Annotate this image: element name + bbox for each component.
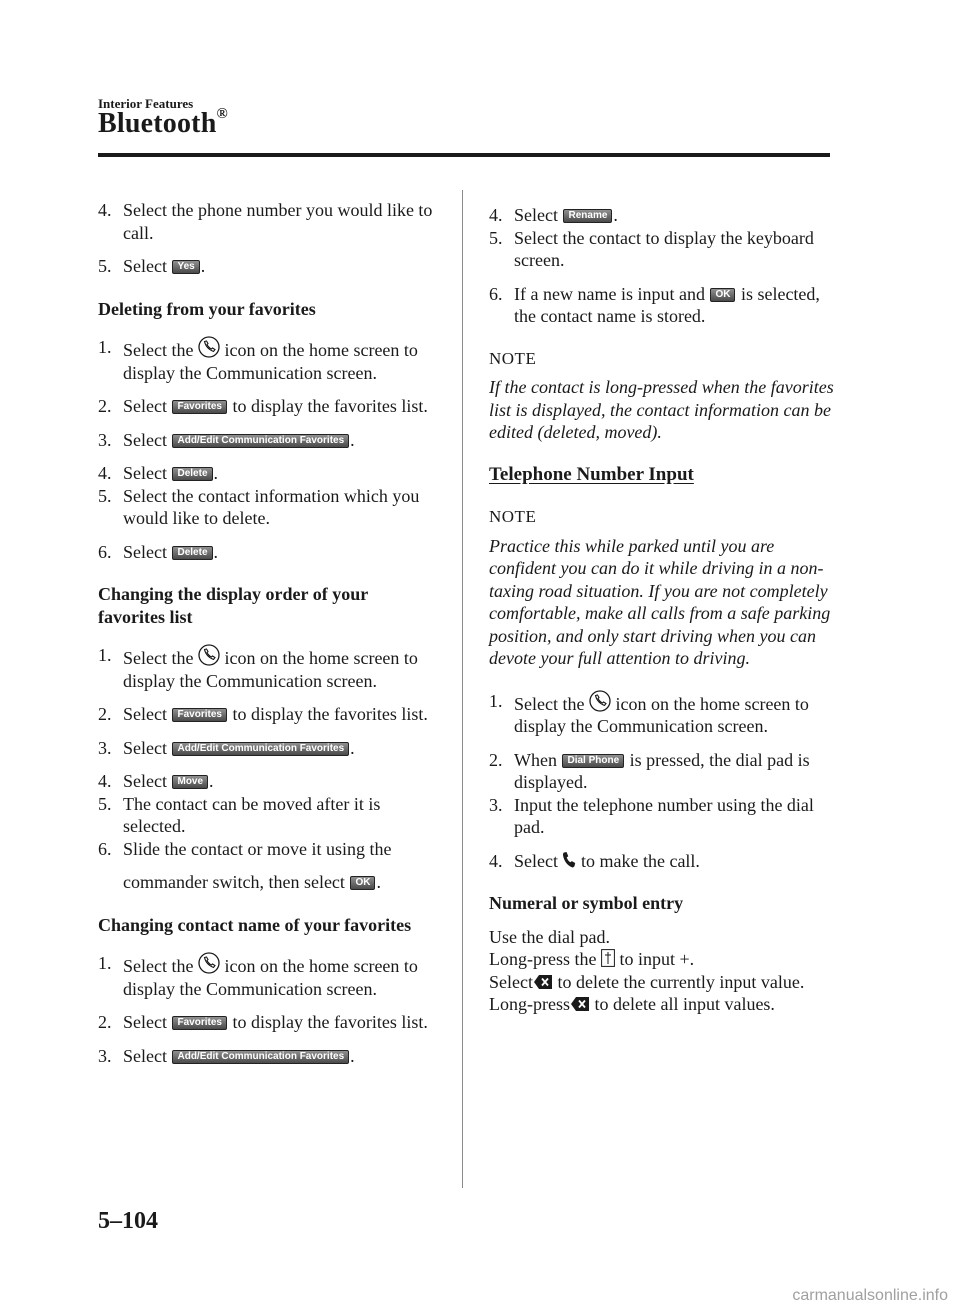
step-text: to delete the currently input value. [557, 971, 805, 992]
step-number: 2. [98, 1012, 112, 1032]
step-number: 2. [98, 396, 112, 416]
step-number: 3. [98, 1045, 112, 1066]
step-text: Long-press [489, 994, 570, 1014]
step-text: Select [489, 971, 533, 992]
contact-name-heading: Changing contact name of your favorites [98, 914, 412, 935]
right-column [489, 204, 834, 1016]
step-text: Select the [514, 693, 585, 714]
page-number: 5–104 [98, 1208, 158, 1234]
numeral-entry-heading: Numeral or symbol entry [489, 893, 684, 913]
tel-step-4 [489, 850, 834, 873]
order-step-1 [98, 644, 433, 692]
note-label: NOTE [489, 348, 537, 368]
backspace-icon [570, 996, 590, 1012]
step-text: Select the contact to display the keyboard screen. [514, 227, 814, 270]
delete-step-5 [98, 485, 433, 530]
step-number: 4. [489, 205, 503, 225]
step-text: Long-press the [489, 949, 597, 969]
step-text: is pressed, the dial pad is displayed. [514, 749, 810, 792]
step-text: Select [123, 256, 167, 276]
delete-step-3 [98, 429, 433, 452]
step-text: Slide the contact or move it using the [123, 838, 392, 859]
step-text: Select the phone number you would like to call. [123, 200, 433, 243]
numeral-line [489, 971, 834, 994]
move-button: Move [172, 775, 208, 789]
step-text: icon on the home screen to display the Communication screen. [514, 693, 809, 736]
step-text: icon on the home screen to display the Communication screen. [123, 340, 418, 383]
step-text: to input +. [619, 949, 695, 969]
note-text: If the contact is long-pressed when the favorites list is displayed, the contact information can be edited (deleted, moved). [489, 377, 834, 442]
add-edit-favorites-button: Add/Edit Communication Favorites [172, 1050, 349, 1064]
step-select-number [98, 199, 433, 244]
step-number: 3. [98, 429, 112, 450]
step-number: 1. [98, 337, 112, 357]
step-number: 5. [98, 485, 112, 506]
delete-button: Delete [172, 467, 212, 481]
numeral-line [489, 948, 834, 971]
step-text: is selected, the contact name is stored. [514, 283, 820, 326]
telephone-input-heading: Telephone Number Input [489, 463, 694, 485]
delete-step-4 [98, 462, 433, 485]
order-step-4 [98, 770, 433, 793]
step-text: Select [123, 1012, 167, 1032]
left-column [98, 199, 433, 1067]
step-number: 2. [98, 704, 112, 724]
dial-phone-button: Dial Phone [562, 754, 624, 768]
step-text: Select [123, 704, 167, 724]
step-number: 2. [489, 749, 503, 770]
delete-step-1 [98, 336, 433, 384]
rename-step-6 [489, 283, 834, 328]
step-text: Select the [123, 648, 194, 668]
step-text: . [350, 1045, 355, 1066]
title-rule [98, 153, 830, 157]
step-number: 1. [98, 953, 112, 973]
step-number: 4. [489, 850, 503, 871]
favorites-button: Favorites [172, 1016, 226, 1030]
step-text: to display the favorites list. [232, 396, 428, 416]
step-text: Select [123, 771, 167, 791]
order-step-6 [98, 838, 433, 894]
zero-plus-key-icon [601, 949, 615, 967]
step-number: 4. [98, 771, 112, 791]
step-number: 1. [489, 690, 503, 711]
communication-icon [589, 690, 611, 712]
numeral-line: Use the dial pad. [489, 926, 610, 947]
step-text: Select [123, 396, 167, 416]
step-text: Select [514, 205, 558, 225]
step-text: . [213, 541, 218, 562]
step-number: 3. [489, 794, 503, 815]
column-divider [462, 190, 463, 1188]
communication-icon [198, 336, 220, 358]
rename-step-1 [98, 952, 433, 1000]
step-number: 5. [489, 227, 503, 248]
page-title-text: Bluetooth [98, 108, 217, 139]
communication-icon [198, 644, 220, 666]
backspace-icon [533, 974, 553, 990]
step-text: to delete all input values. [594, 994, 775, 1014]
step-select-yes [98, 255, 433, 278]
order-step-3 [98, 737, 433, 760]
step-text: commander switch, then select [123, 872, 345, 892]
rename-step-2 [98, 1011, 433, 1034]
rename-step-3 [98, 1045, 433, 1068]
rename-button: Rename [563, 209, 612, 223]
step-number: 4. [98, 200, 112, 220]
ok-button: OK [350, 876, 375, 890]
section-label: Interior Features [98, 96, 194, 111]
step-text: Select [514, 850, 558, 871]
step-text: Select [123, 429, 167, 450]
step-text: Select [123, 1045, 167, 1066]
step-text: Select [123, 541, 167, 562]
step-number: 6. [98, 541, 112, 562]
favorites-button: Favorites [172, 708, 226, 722]
add-edit-favorites-button: Add/Edit Communication Favorites [172, 434, 349, 448]
step-text: icon on the home screen to display the Communication screen. [123, 648, 418, 691]
display-order-heading: Changing the display order of your favorites list [98, 584, 368, 627]
step-number: 6. [489, 283, 503, 304]
step-text: . [350, 429, 355, 450]
registered-mark: ® [216, 106, 228, 122]
step-text: Select [123, 463, 167, 483]
step-number: 5. [98, 793, 112, 814]
step-text: Select [123, 737, 167, 758]
step-text: The contact can be moved after it is selected. [123, 793, 381, 836]
step-text: . [209, 771, 214, 791]
step-text: When [514, 749, 557, 770]
step-number: 1. [98, 645, 112, 665]
step-text: Select the contact information which you would like to delete. [123, 485, 420, 528]
page-title [98, 108, 228, 140]
step-text: to display the favorites list. [232, 1012, 428, 1032]
communication-icon [198, 952, 220, 974]
step-text: . [200, 256, 206, 276]
numeral-line [489, 993, 834, 1016]
tel-step-3 [489, 794, 834, 839]
delete-step-2 [98, 395, 433, 418]
tel-step-2 [489, 749, 834, 794]
step-text: icon on the home screen to display the Communication screen. [123, 956, 418, 999]
phone-handset-icon [562, 851, 576, 869]
step-text: to display the favorites list. [232, 704, 428, 724]
step-text: Select the [123, 956, 194, 976]
add-edit-favorites-button: Add/Edit Communication Favorites [172, 742, 349, 756]
order-step-5 [98, 793, 433, 838]
step-text: . [350, 737, 355, 758]
note-text: Practice this while parked until you are confident you can do it while driving in a non-taxing road situation. If you are not completely comfortable, make all calls from a safe parking position, and only start driving when you can devote your full attention to driving. [489, 535, 831, 668]
step-text: Input the telephone number using the dial pad. [514, 794, 814, 837]
step-number: 6. [98, 838, 112, 859]
order-step-2 [98, 703, 433, 726]
step-text: If a new name is input and [514, 283, 705, 304]
step-number: 4. [98, 463, 112, 483]
rename-step-4 [489, 204, 834, 227]
tel-step-1 [489, 690, 834, 738]
step-text: . [613, 205, 618, 225]
rename-step-5 [489, 227, 834, 272]
favorites-button: Favorites [172, 400, 226, 414]
step-text: Select the [123, 340, 194, 360]
delete-button: Delete [172, 546, 212, 560]
ok-button: OK [710, 288, 735, 302]
delete-step-6 [98, 541, 433, 564]
step-number: 5. [98, 256, 112, 276]
step-number: 3. [98, 737, 112, 758]
note-label: NOTE [489, 507, 537, 526]
deleting-favorites-heading: Deleting from your favorites [98, 298, 316, 319]
yes-button: Yes [172, 260, 199, 274]
step-text: . [376, 872, 381, 892]
step-text: to make the call. [580, 850, 700, 871]
step-text: . [213, 463, 218, 483]
watermark: carmanualsonline.info [792, 1287, 948, 1304]
